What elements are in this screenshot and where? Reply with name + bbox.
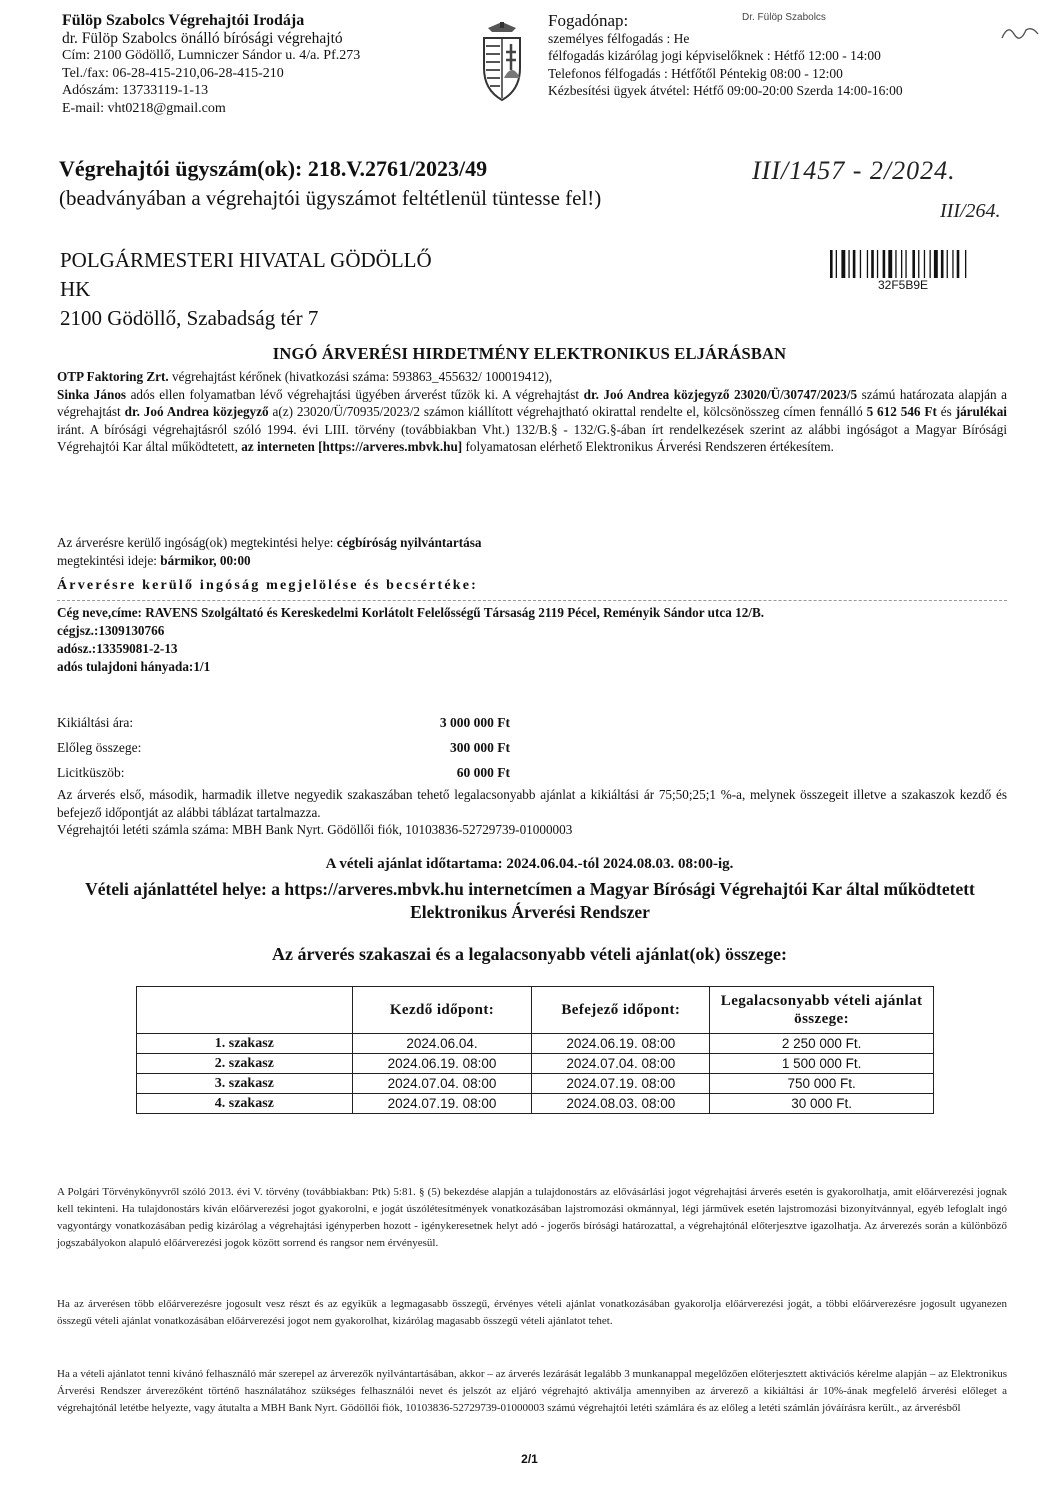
item-heading: Árverésre kerülő ingóság megjelölése és becsértéke: [57, 578, 478, 593]
stage-start: 2024.07.04. 08:00 [352, 1074, 532, 1094]
table-header-cell: Kezdő időpont: [352, 987, 532, 1034]
handwritten-registry-number-2: III/264. [940, 200, 1001, 222]
price-row [57, 735, 510, 760]
debt-costs: járulékai [955, 404, 1007, 419]
stage-name: 2. szakasz [137, 1054, 353, 1074]
inspection-place-label: Az árverésre kerülő ingóság(ok) megtekintési helye: [57, 535, 337, 550]
phone-reception: Telefonos félfogadás : Hétfőtől Péntekig 08:00 - 12:00 [548, 65, 843, 81]
preemption-paragraph: A Polgári Törvénykönyvről szóló 2013. évi V. törvény (továbbiakban: Ptk) 5:81. § (5) bekezdése alapján a tulajdonostárs az elővásárlási jogot végrehajtási árverés esetén is gyakorolhatja, amit előárverezési jognak kell tekinteni. Ha tulajdonostárs kíván előárverezési jogot gyakorolni, e jogát úszólétesítmények vonatkozásában lajstromozási okmánnyal, légi járművek esetén lajstromozási bizonyítvánnyal, egyéb lefoglalt ingó vagyontárgy vonatkozásában pedig kizárólag a végrehajtási igényperben hozott - igénykeresetnek helyt adó - jogerős bírósági határozattal, a végrehajtónál előterjesztve igazolhatja. Az árverezés során a különböző jogszabályokon alapuló előárverezési jogok között sorrend és rangsor nem érvényesül. [57, 1186, 1007, 1249]
signature-icon [1000, 20, 1040, 44]
coat-of-arms-icon [478, 22, 526, 102]
price-label: Licitküszöb: [57, 765, 125, 780]
office-stamp: Dr. Fülöp Szabolcs [742, 12, 826, 23]
stage-name: 1. szakasz [137, 1034, 353, 1054]
case-number-note: (beadványában a végrehajtói ügyszámot feltétlenül tüntesse fel!) [59, 186, 602, 210]
recipient-street: 2100 Gödöllő, Szabadság tér 7 [60, 306, 319, 330]
recipient-department: HK [60, 277, 91, 301]
legal-reception: félfogadás kizárólag jogi képviselőknek : Hétfő 12:00 - 14:00 [548, 48, 881, 63]
stage-start: 2024.06.19. 08:00 [352, 1054, 532, 1074]
stage-min-offer: 750 000 Ft. [710, 1074, 934, 1094]
case-number: Végrehajtói ügyszám(ok): 218.V.2761/2023/49 [59, 156, 488, 181]
recipient-address [60, 246, 432, 333]
table-row [137, 1054, 934, 1074]
company-name-address: Cég neve,címe: RAVENS Szolgáltató és Kereskedelmi Korlátolt Felelősségű Társaság 2119 Pécel, Reményik Sándor utca 12/B. [57, 605, 765, 620]
office-email: E-mail: vht0218@gmail.com [62, 100, 226, 116]
office-tax-number: Adószám: 13733119-1-13 [62, 83, 209, 98]
stage-min-offer: 2 250 000 Ft. [710, 1034, 934, 1054]
stage-start: 2024.07.19. 08:00 [352, 1094, 532, 1114]
office-name: Fülöp Szabolcs Végrehajtói Irodája [62, 12, 305, 29]
recipient-name: POLGÁRMESTERI HIVATAL GÖDÖLLŐ [60, 248, 432, 272]
table-header-cell: Legalacsonyabb vételi ajánlat összege: [710, 987, 934, 1034]
price-row [57, 760, 510, 785]
auction-stages-table [136, 986, 934, 1114]
intro-text-7: folyamatosan elérhető Elektronikus Árverési Rendszeren értékesítem. [462, 439, 834, 454]
bidding-rules-paragraph [57, 786, 1007, 839]
price-row [57, 710, 510, 735]
multiple-preemption-paragraph: Ha az árverésen több előárverezésre jogosult vesz részt és az egyikük a legmagasabb összegű, érvényes vételi ajánlat vonatkozásában gyakorolja előárverezési jogát, a többi előárverezésre jogosult ugyanezen összegű vételi ajánlat vonatkozásában előárverezési jogot nem gyakorolhat, kizárólag magasabb összegű vételi ajánlatot tehet. [57, 1298, 1007, 1327]
stage-end: 2024.08.03. 08:00 [532, 1094, 710, 1114]
stage-min-offer: 30 000 Ft. [710, 1094, 934, 1114]
intro-text-5: és [936, 404, 956, 419]
office-address: Cím: 2100 Gödöllő, Lumniczer Sándor u. 4/a. Pf.273 [62, 48, 361, 63]
company-registry-number: cégjsz.:1309130766 [57, 623, 165, 638]
intro-text-6: iránt. A bírósági végrehajtásról szóló 1994. évi LIII. törvény (továbbiakban Vht.) 132/B.§ - 132/G.§-ában írt rendelkezések szerint az alábbi ingóságot a Magyar Bírósági Végrehajtói Kar által működtetett, [57, 421, 1007, 454]
price-list [57, 710, 510, 785]
intro-text-1: végrehajtást kérőnek (hivatkozási száma: 593863_455632/ 100019412), [168, 369, 553, 384]
page-number: 2/1 [521, 1452, 538, 1466]
barcode-icon [830, 250, 1020, 278]
debt-amount: 5 612 546 Ft [866, 404, 937, 419]
auction-intro-paragraph [57, 368, 1007, 456]
offer-place: Vételi ajánlattétel helye: a https://arveres.mbvk.hu internetcímen a Magyar Bírósági Végrehajtói Kar által működtetett Elektronikus Árverési Rendszer [85, 879, 975, 922]
intro-text-3: számú határozata alapján a végrehajtást [57, 386, 1008, 419]
notary-decision: dr. Joó Andrea közjegyző 23020/Ü/30747/2023/5 [583, 386, 858, 402]
barcode-number: 32F5B9E [878, 278, 929, 292]
activation-paragraph: Ha a vételi ajánlatot tenni kívánó felhasználó már szerepel az árverezők nyilvántartásában, akkor – az árverés lezárását legalább 3 munkanappal megelőzően előterjesztett aktivációs kérelme alapján – az Elektronikus Árverési Rendszer árverezőként történő használatához szükséges felhasználói nevet és jelszót az eljáró végrehajtó aktiválja amennyiben az árverező a kikiáltási ár 10%-ának megfelelő árverési előleget a végrehajtónál letétbe helyezte, vagy átutalta a MBH Bank Nyrt. Gödöllői fiók, 10103836-52729739-01000003 számú végrehajtói letéti számlára és az előleg a letéti számlán jóváírásra került., az árverésből [57, 1368, 1007, 1414]
table-header-cell: Befejező időpont: [532, 987, 710, 1034]
stage-name: 3. szakasz [137, 1074, 353, 1094]
inspection-time-value: bármikor, 00:00 [160, 553, 251, 568]
table-row [137, 1074, 934, 1094]
intro-text-2: adós ellen folyamatban lévő végrehajtási ügyében árverést tűzök ki. A végrehajtást [126, 386, 584, 402]
intro-text-4: a(z) 23020/Ü/70935/2023/2 számon kiállított végrehajtható okirattal rendelte el, kölcsönösszeg címen fennálló [268, 404, 867, 419]
inspection-info [57, 534, 481, 570]
table-row [137, 1034, 934, 1054]
stage-name: 4. szakasz [137, 1094, 353, 1114]
price-value: 3 000 000 Ft [439, 715, 510, 730]
ownership-share: adós tulajdoni hányada:1/1 [57, 659, 211, 674]
stages-title: Az árverés szakaszai és a legalacsonyabb vételi ajánlat(ok) összege: [272, 944, 787, 964]
judge-name: dr. Fülöp Szabolcs önálló bírósági végrehajtó [62, 29, 343, 47]
notary-name: dr. Joó Andrea közjegyző [124, 404, 269, 419]
table-header-cell [137, 987, 353, 1034]
inspection-time-label: megtekintési ideje: [57, 553, 161, 568]
company-tax-number: adósz.:13359081-2-13 [57, 641, 178, 656]
price-label: Előleg összege: [57, 740, 142, 755]
price-value: 60 000 Ft [456, 765, 510, 780]
price-value: 300 000 Ft [450, 740, 510, 755]
office-hours [548, 12, 998, 100]
debtor-name: Sinka János [57, 386, 127, 402]
stage-end: 2024.07.19. 08:00 [532, 1074, 710, 1094]
office-phone: Tel./fax: 06-28-415-210,06-28-415-210 [62, 65, 284, 81]
offer-period: A vételi ajánlat időtartama: 2024.06.04.-tól 2024.08.03. 08:00-ig. [325, 856, 734, 872]
office-header [62, 12, 482, 117]
personal-reception: személyes félfogadás : He [548, 30, 690, 46]
company-details [57, 600, 1007, 676]
handwritten-registry-number: III/1457 - 2/2024. [752, 156, 956, 185]
table-header-row [137, 987, 934, 1034]
creditor-name: OTP Faktoring Zrt. [57, 369, 169, 384]
stage-end: 2024.07.04. 08:00 [532, 1054, 710, 1074]
bidding-rules-text: Az árverés első, második, harmadik illetve negyedik szakaszában tehető legalacsonyabb ajánlat a kikiáltási ár 75;50;25;1 %-a, melynek összegeit illetve a szakaszok kezdő és befejező időpontját az alábbi táblázat tartalmazza. [57, 787, 1007, 820]
escrow-account: Végrehajtói letéti számla száma: MBH Bank Nyrt. Gödöllői fiók, 10103836-52729739-01000003 [57, 822, 573, 837]
table-row [137, 1094, 934, 1114]
stage-start: 2024.06.04. [352, 1034, 532, 1054]
reception-day-label: Fogadónap: [548, 11, 629, 30]
delivery-hours: Kézbesítési ügyek átvétel: Hétfő 09:00-20:00 Szerda 14:00-16:00 [548, 83, 903, 98]
stage-end: 2024.06.19. 08:00 [532, 1034, 710, 1054]
document-title: INGÓ ÁRVERÉSI HIRDETMÉNY ELEKTRONIKUS ELJÁRÁSBAN [272, 344, 787, 363]
auction-website: az interneten [https://arveres.mbvk.hu] [241, 439, 463, 454]
stage-min-offer: 1 500 000 Ft. [710, 1054, 934, 1074]
inspection-place-value: cégbíróság nyilvántartása [336, 535, 482, 550]
price-label: Kikiáltási ára: [57, 715, 134, 730]
